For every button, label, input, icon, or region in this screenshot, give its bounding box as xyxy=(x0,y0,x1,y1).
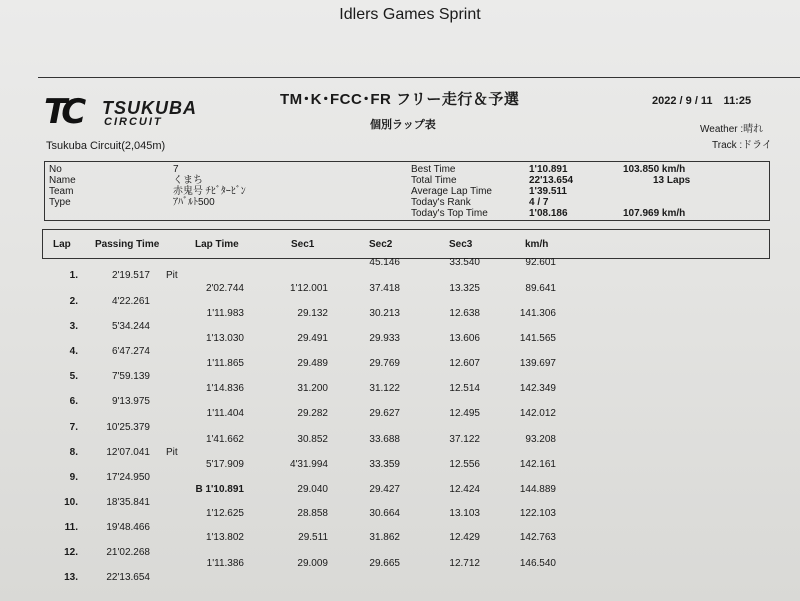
sector3-time: 37.122 xyxy=(449,434,480,445)
passing-time: 10'25.379 xyxy=(106,422,150,433)
todays-top-label: Today's Top Time xyxy=(411,208,488,219)
lap-number: 7. xyxy=(69,422,78,433)
sector2-time: 30.213 xyxy=(369,308,400,319)
split-row xyxy=(0,484,800,495)
split-row xyxy=(0,408,800,419)
sector3-time: 12.638 xyxy=(449,308,480,319)
col-sec1: Sec1 xyxy=(291,239,315,250)
best-lap-time: B 1'10.891 xyxy=(195,484,244,495)
sector3-time: 13.606 xyxy=(449,333,480,344)
speed-kmh: 92.601 xyxy=(525,257,556,268)
sector3-time: 12.429 xyxy=(449,532,480,543)
lap-number: 1. xyxy=(69,270,78,281)
lap-row xyxy=(0,296,800,307)
best-time-value: 1'10.891 xyxy=(529,164,568,175)
lap-time: 1'12.625 xyxy=(205,508,244,519)
col-passing-time: Passing Time xyxy=(95,239,160,250)
sector2-time: 29.933 xyxy=(369,333,400,344)
lap-number: 6. xyxy=(69,396,78,407)
lap-row xyxy=(0,447,800,458)
lap-number: 10. xyxy=(64,497,78,508)
split-row xyxy=(0,283,800,294)
split-row xyxy=(0,308,800,319)
sector2-time: 33.359 xyxy=(369,459,400,470)
lap-time: 2'02.744 xyxy=(205,283,244,294)
top-speed: 107.969 km/h xyxy=(623,208,686,219)
sector3-time: 12.424 xyxy=(449,484,480,495)
passing-time: 5'34.244 xyxy=(111,321,150,332)
passing-time: 7'59.139 xyxy=(111,371,150,382)
circuit-name: Tsukuba Circuit(2,045m) xyxy=(46,140,166,152)
driver-info-box xyxy=(44,161,770,221)
lap-time: 5'17.909 xyxy=(205,459,244,470)
sector2-time: 37.418 xyxy=(369,283,400,294)
lap-number: 2. xyxy=(69,296,78,307)
split-row xyxy=(0,383,800,394)
lap-time: 1'11.983 xyxy=(206,308,244,319)
split-row xyxy=(0,459,800,470)
sector3-time: 12.495 xyxy=(449,408,480,419)
sector3-time: 33.540 xyxy=(449,257,480,268)
total-time-value: 22'13.654 xyxy=(529,175,574,186)
lap-row xyxy=(0,572,800,583)
lap-row xyxy=(0,346,800,357)
info-label-type: Type xyxy=(49,197,71,208)
info-label-no: No xyxy=(49,164,62,175)
split-row xyxy=(0,333,800,344)
sector2-time: 33.688 xyxy=(369,434,400,445)
split-row xyxy=(0,358,800,369)
lap-time: 1'14.836 xyxy=(205,383,244,394)
col-lap-time: Lap Time xyxy=(195,239,239,250)
speed-kmh: 144.889 xyxy=(519,484,556,495)
logo-wordmark-top: TSUKUBA xyxy=(102,98,197,118)
sector1-time: 4'31.994 xyxy=(289,459,328,470)
lap-time: 1'13.030 xyxy=(205,333,244,344)
team-name: 赤鬼号 ﾁﾋﾞﾀｰﾋﾞﾝ xyxy=(173,186,246,197)
lap-number: 8. xyxy=(69,447,78,458)
sector1-time: 30.852 xyxy=(297,434,328,445)
track-condition-label: Track :ドライ xyxy=(712,140,772,151)
sector1-time: 29.009 xyxy=(297,558,328,569)
sector2-time: 31.862 xyxy=(369,532,400,543)
lap-number: 11. xyxy=(64,522,78,533)
passing-time: 22'13.654 xyxy=(106,572,150,583)
speed-kmh: 139.697 xyxy=(519,358,556,369)
passing-time: 4'22.261 xyxy=(111,296,150,307)
car-type: ｱﾊﾞﾙﾄ500 xyxy=(173,197,215,208)
sector3-time: 13.325 xyxy=(449,283,480,294)
weather-label: Weather :晴れ xyxy=(700,124,764,135)
lap-count: 13 Laps xyxy=(653,175,691,186)
passing-time: 21'02.268 xyxy=(106,547,150,558)
lap-time: 1'41.662 xyxy=(205,434,244,445)
lap-row xyxy=(0,497,800,508)
todays-rank-label: Today's Rank xyxy=(411,197,471,208)
col-sec3: Sec3 xyxy=(449,239,473,250)
speed-kmh: 142.161 xyxy=(519,459,556,470)
lap-time: 1'11.404 xyxy=(206,408,244,419)
driver-name: くまち xyxy=(173,175,203,186)
split-row xyxy=(0,508,800,519)
info-label-team: Team xyxy=(49,186,74,197)
sector1-time: 29.511 xyxy=(298,532,328,543)
sector2-time: 29.769 xyxy=(369,358,400,369)
col-kmh: km/h xyxy=(525,239,549,250)
sector1-time: 28.858 xyxy=(297,508,328,519)
sector1-time: 29.040 xyxy=(297,484,328,495)
best-speed: 103.850 km/h xyxy=(623,164,686,175)
column-header-box xyxy=(42,229,770,259)
sector3-time: 13.103 xyxy=(449,508,480,519)
sector3-time: 12.556 xyxy=(449,459,480,470)
speed-kmh: 141.565 xyxy=(519,333,556,344)
logo-wordmark-bottom: CIRCUIT xyxy=(104,116,163,128)
sector1-time: 31.200 xyxy=(297,383,328,394)
lap-row xyxy=(0,472,800,483)
tsukuba-circuit-logo xyxy=(44,92,234,138)
car-number: 7 xyxy=(173,164,179,175)
lap-time: 1'11.865 xyxy=(206,358,244,369)
lap-time: 1'13.802 xyxy=(205,532,244,543)
lap-row xyxy=(0,422,800,433)
best-time-label: Best Time xyxy=(411,164,456,175)
sector1-time: 1'12.001 xyxy=(289,283,328,294)
lap-row xyxy=(0,396,800,407)
lap-row xyxy=(0,522,800,533)
speed-kmh: 93.208 xyxy=(525,434,556,445)
speed-kmh: 141.306 xyxy=(519,308,556,319)
lap-number: 4. xyxy=(69,346,78,357)
lap-row xyxy=(0,371,800,382)
todays-top-value: 1'08.186 xyxy=(529,208,568,219)
average-lap-label: Average Lap Time xyxy=(411,186,492,197)
lap-row xyxy=(0,321,800,332)
logo-mark: TC xyxy=(44,92,81,132)
sector2-time: 29.627 xyxy=(369,408,400,419)
lap-row xyxy=(0,270,800,281)
lap-number: 9. xyxy=(69,472,78,483)
average-lap-value: 1'39.511 xyxy=(529,186,567,197)
pit-marker: Pit xyxy=(166,270,178,281)
sector3-time: 12.712 xyxy=(449,558,480,569)
sector1-time: 29.489 xyxy=(297,358,328,369)
passing-time: 19'48.466 xyxy=(106,522,150,533)
sector3-time: 12.514 xyxy=(449,383,480,394)
sector2-time: 30.664 xyxy=(369,508,400,519)
header-rule xyxy=(38,77,800,78)
speed-kmh: 142.349 xyxy=(519,383,556,394)
speed-kmh: 146.540 xyxy=(519,558,556,569)
lap-number: 12. xyxy=(64,547,78,558)
sector1-time: 29.132 xyxy=(297,308,328,319)
passing-time: 17'24.950 xyxy=(106,472,150,483)
split-row xyxy=(0,558,800,569)
col-lap: Lap xyxy=(53,239,71,250)
passing-time: 2'19.517 xyxy=(111,270,150,281)
todays-rank-value: 4 / 7 xyxy=(529,197,549,208)
lap-number: 3. xyxy=(69,321,78,332)
pit-marker: Pit xyxy=(166,447,178,458)
lap-number: 13. xyxy=(64,572,78,583)
sector1-time: 29.282 xyxy=(297,408,328,419)
speed-kmh: 122.103 xyxy=(519,508,556,519)
event-title: TM･K･FCC･FR フリー走行＆予選 xyxy=(280,91,520,108)
col-sec2: Sec2 xyxy=(369,239,393,250)
passing-time: 9'13.975 xyxy=(111,396,150,407)
lap-row xyxy=(0,547,800,558)
passing-time: 18'35.841 xyxy=(106,497,150,508)
speed-kmh: 142.763 xyxy=(519,532,556,543)
document-title: Idlers Games Sprint xyxy=(339,6,481,23)
info-label-name: Name xyxy=(49,175,76,186)
split-row xyxy=(0,434,800,445)
speed-kmh: 142.012 xyxy=(519,408,556,419)
session-datetime: 2022 / 9 / 11 11:25 xyxy=(652,95,752,107)
split-row xyxy=(0,257,800,268)
sector2-time: 29.427 xyxy=(369,484,400,495)
lap-number: 5. xyxy=(69,371,78,382)
lap-time: 1'11.386 xyxy=(206,558,244,569)
speed-kmh: 89.641 xyxy=(525,283,556,294)
total-time-label: Total Time xyxy=(411,175,457,186)
passing-time: 12'07.041 xyxy=(106,447,150,458)
sector2-time: 31.122 xyxy=(369,383,400,394)
passing-time: 6'47.274 xyxy=(111,346,150,357)
split-row xyxy=(0,532,800,543)
sector2-time: 29.665 xyxy=(369,558,400,569)
sector1-time: 29.491 xyxy=(297,333,328,344)
sector2-time: 45.146 xyxy=(369,257,400,268)
sheet-subtitle: 個別ラップ表 xyxy=(370,119,436,131)
sector3-time: 12.607 xyxy=(449,358,480,369)
